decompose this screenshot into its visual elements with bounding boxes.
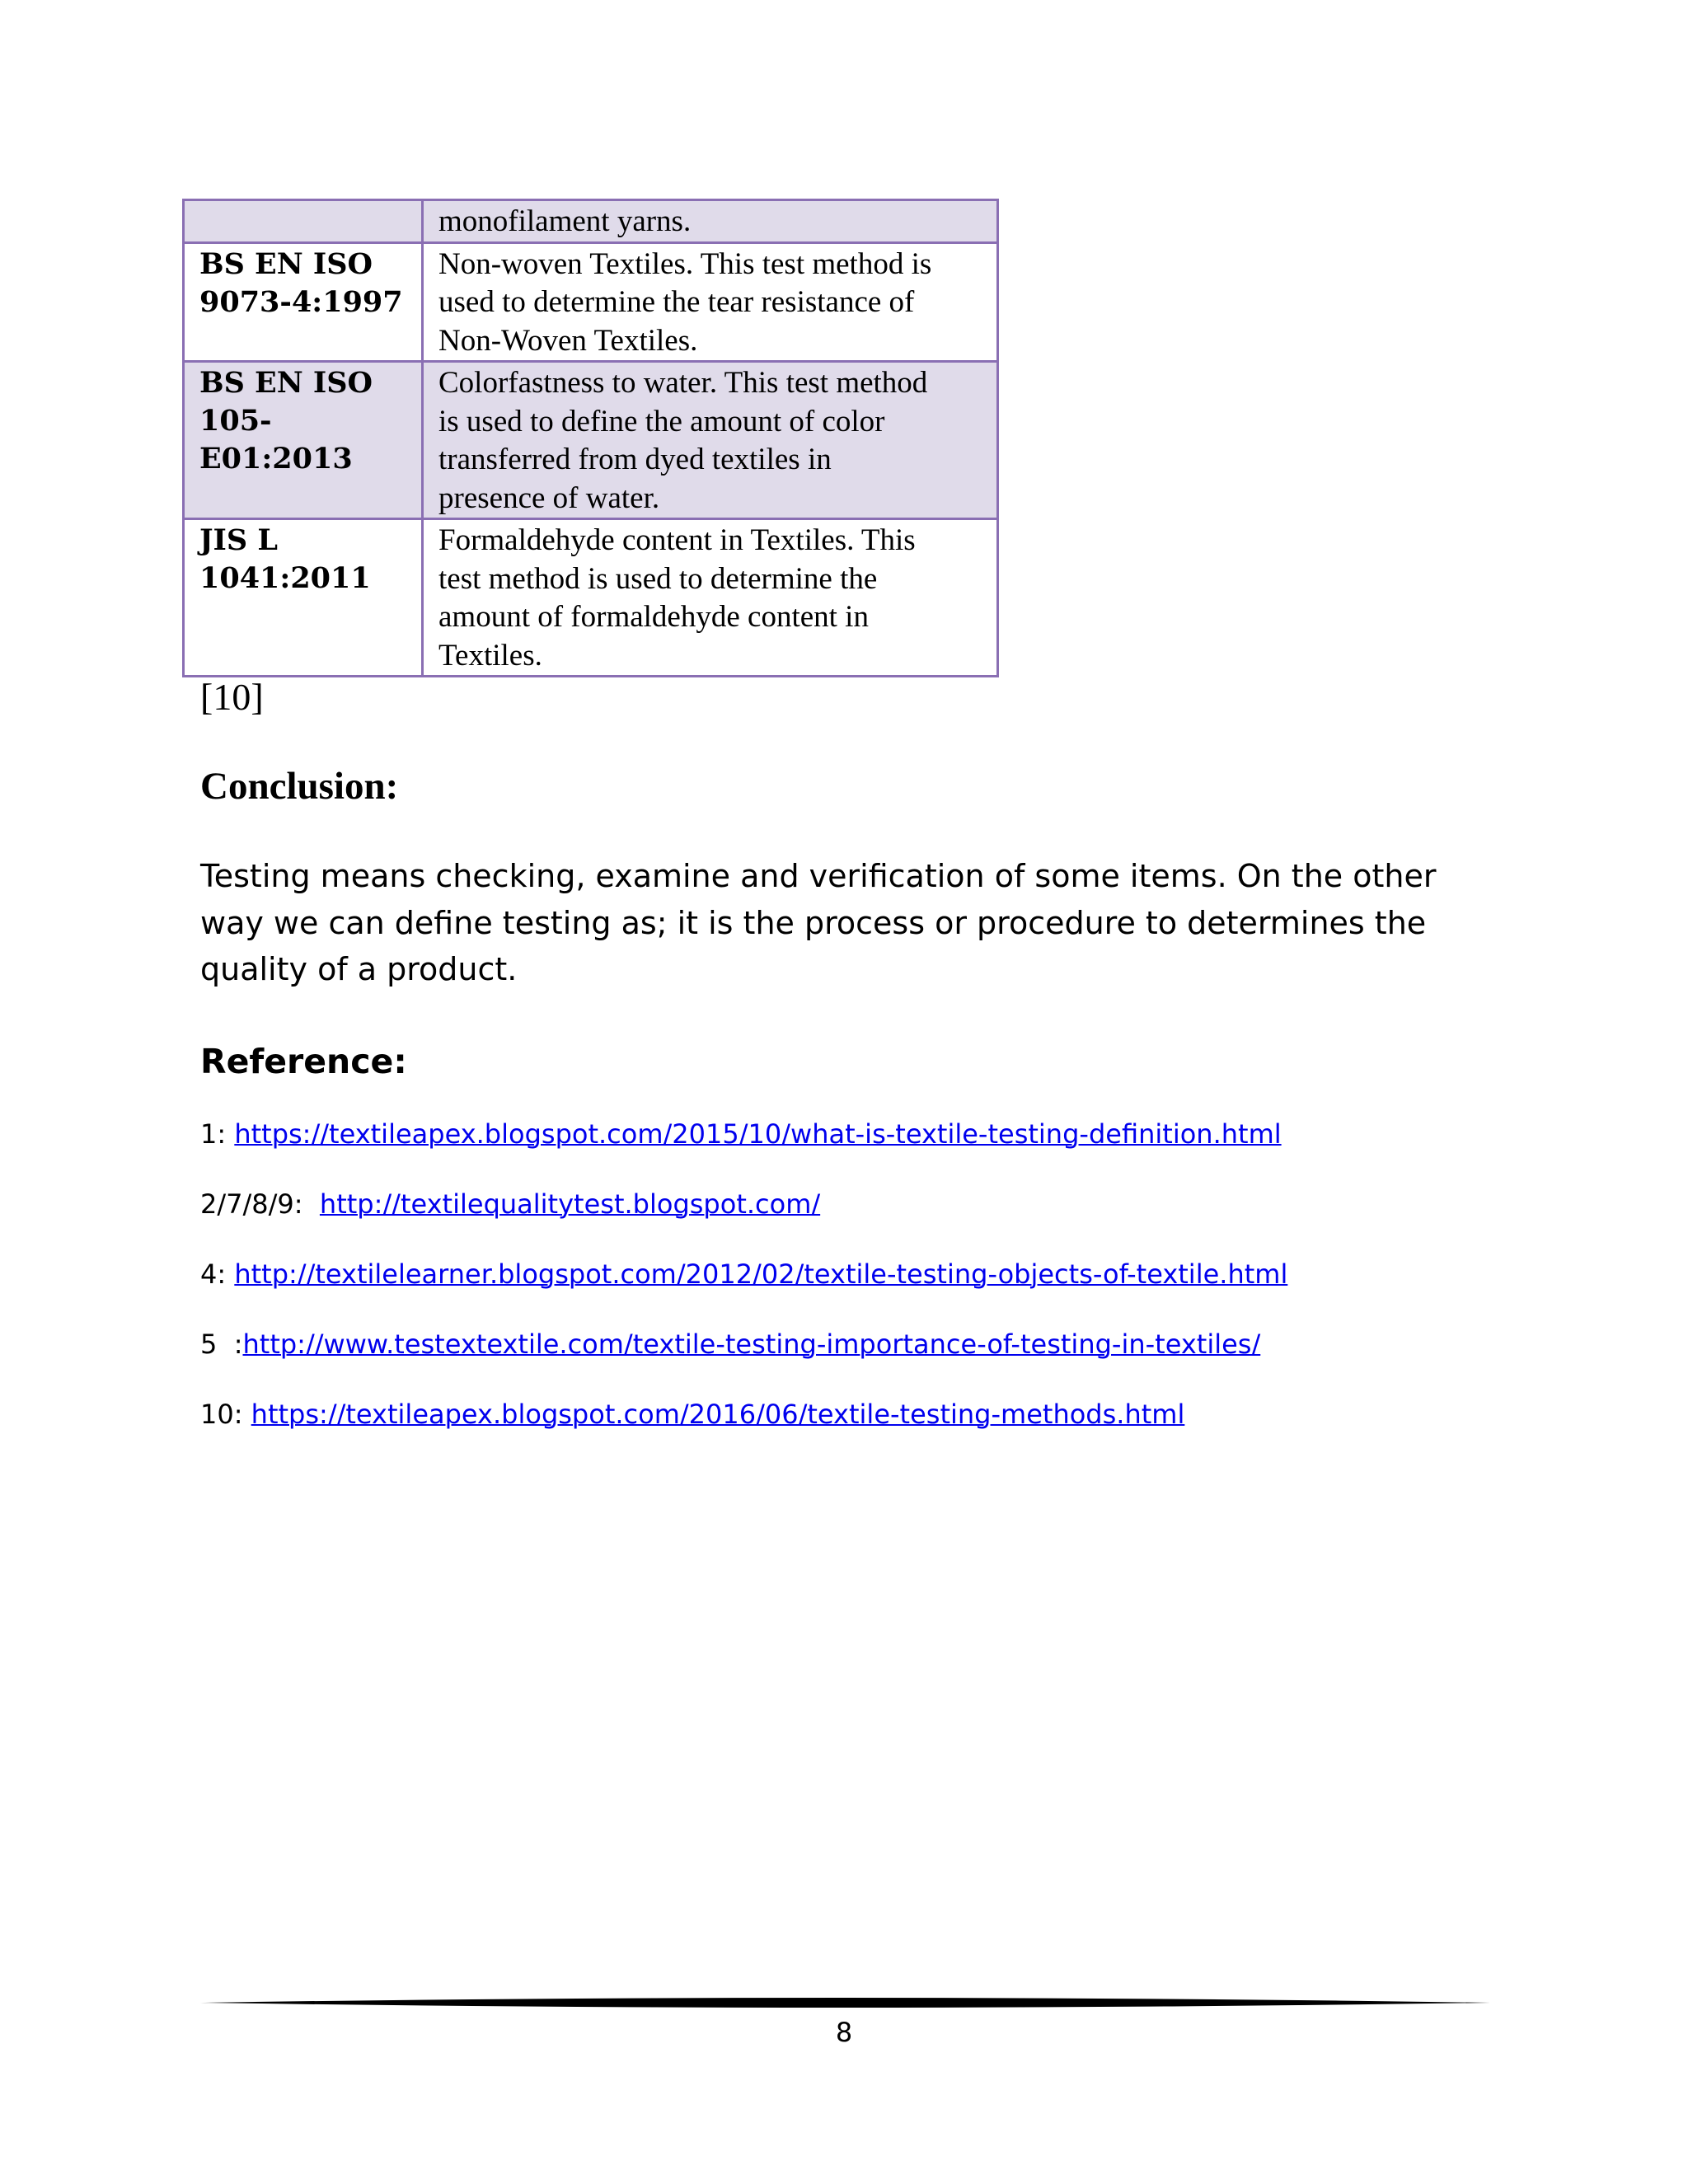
footer-divider bbox=[200, 1993, 1490, 2013]
reference-prefix: 10: bbox=[200, 1399, 251, 1430]
reference-link[interactable]: http://textilelearner.blogspot.com/2012/02/textile-testing-objects-of-textile.html bbox=[234, 1258, 1288, 1290]
standard-description-cell bbox=[423, 242, 998, 362]
standard-code: BS EN ISO 105- E01:2013 bbox=[199, 366, 373, 476]
reference-prefix: 1: bbox=[200, 1118, 235, 1150]
standard-description-cell bbox=[423, 362, 998, 519]
standard-code-cell bbox=[184, 242, 423, 362]
standard-description: Colorfastness to water. This test method is used to define the amount of color transferred from dyed textiles in presence of water. bbox=[438, 366, 928, 515]
page-number: 8 bbox=[835, 2017, 853, 2048]
reference-link[interactable]: http://textilequalitytest.blogspot.com/ bbox=[319, 1188, 821, 1220]
reference-item bbox=[200, 1187, 820, 1221]
reference-link[interactable]: https://textileapex.blogspot.com/2016/06/textile-testing-methods.html bbox=[251, 1399, 1185, 1430]
standard-code-cell bbox=[184, 362, 423, 519]
reference-item bbox=[200, 1327, 1260, 1361]
standards-table bbox=[182, 199, 999, 677]
standard-description-cell bbox=[423, 519, 998, 677]
reference-item bbox=[200, 1257, 1287, 1291]
table-citation: [10] bbox=[200, 676, 264, 718]
reference-item bbox=[200, 1117, 1282, 1151]
reference-prefix: 4: bbox=[200, 1258, 235, 1290]
table-row bbox=[184, 200, 998, 243]
reference-prefix: 5 : bbox=[200, 1329, 243, 1360]
standard-code: BS EN ISO 9073-4:1997 bbox=[199, 246, 403, 319]
standard-code: JIS L 1041:2011 bbox=[199, 523, 371, 595]
reference-prefix: 2/7/8/9: bbox=[200, 1188, 320, 1220]
standard-description: Non-woven Textiles. This test method is used to determine the tear resistance of Non-Woven Textiles. bbox=[438, 246, 932, 358]
reference-heading: Reference: bbox=[200, 1042, 407, 1081]
conclusion-heading: Conclusion: bbox=[200, 765, 399, 808]
table-row bbox=[184, 242, 998, 362]
standard-description: monofilament yarns. bbox=[438, 204, 692, 238]
table-row bbox=[184, 362, 998, 519]
reference-link[interactable]: https://textileapex.blogspot.com/2015/10/what-is-textile-testing-definition.html bbox=[234, 1118, 1282, 1150]
reference-item bbox=[200, 1397, 1184, 1432]
standard-code-cell bbox=[184, 519, 423, 677]
conclusion-paragraph: Testing means checking, examine and verification of some items. On the other way we can define testing as; it is the process or procedure to determines the quality of a product. bbox=[200, 858, 1437, 987]
standard-description: Formaldehyde content in Textiles. This test method is used to determine the amount of formaldehyde content in Textiles. bbox=[438, 523, 916, 673]
standard-description-cell bbox=[423, 200, 998, 243]
reference-link[interactable]: http://www.testextextile.com/textile-testing-importance-of-testing-in-textiles/ bbox=[242, 1329, 1261, 1360]
standard-code-cell bbox=[184, 200, 423, 243]
table-row bbox=[184, 519, 998, 677]
